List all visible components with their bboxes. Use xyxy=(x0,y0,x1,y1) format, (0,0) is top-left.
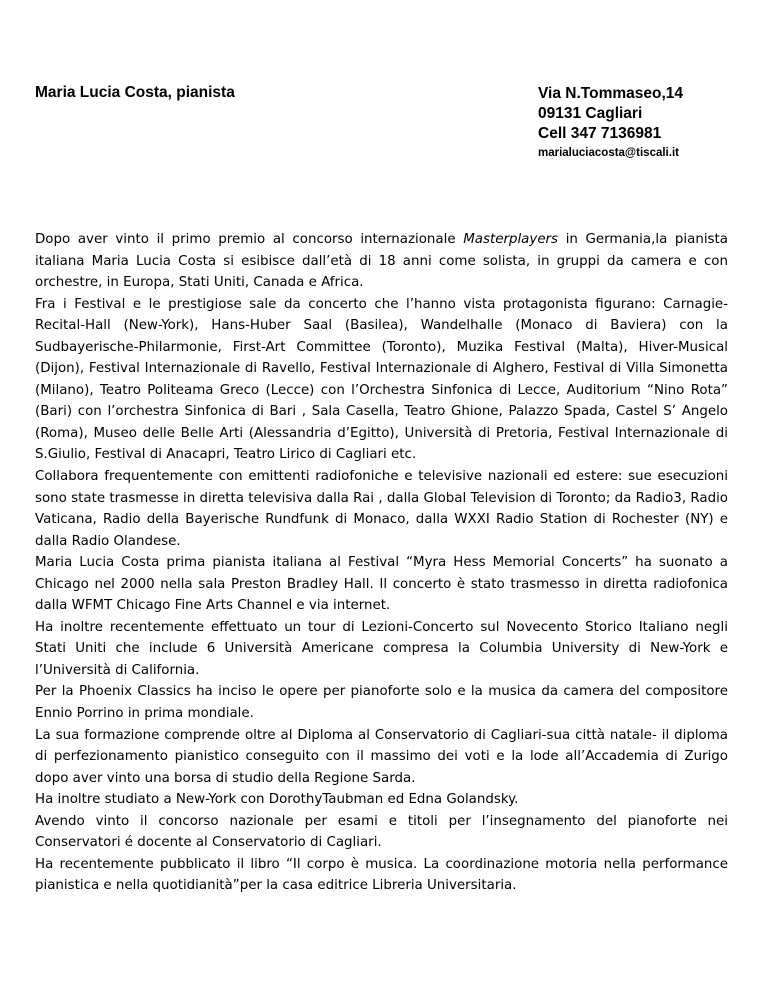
biography-text xyxy=(35,229,728,897)
author-name: Maria Lucia Costa, pianista xyxy=(35,84,235,101)
paragraph-chicago: Maria Lucia Costa prima pianista italiana al Festival “Myra Hess Memorial Concerts” ha suonato a Chicago nel 2000 nella sala Preston Bradley Hall. Il concerto è stato trasmesso in diretta radiofonica dalla WFMT Chicago Fine Arts Channel e via internet. xyxy=(35,555,728,614)
paragraph-teaching: Avendo vinto il concorso nazionale per esami e titoli per l’insegnamento del pianoforte nei Conservatori é docente al Conservatorio di Cagliari. xyxy=(35,813,728,851)
email-line: marialuciacosta@tiscali.it xyxy=(538,147,679,159)
intro-text-end: in Germania,la pianista italiana Maria Lucia Costa si esibisce dall’età di 18 anni come solista, in gruppi da camera e con orchestre, in Europa, Stati Uniti, Canada e Africa. xyxy=(35,232,728,291)
city-line: 09131 Cagliari xyxy=(538,105,643,122)
competition-name: Masterplayers xyxy=(463,232,559,247)
paragraph-broadcasts: Collabora frequentemente con emittenti radiofoniche e televisive nazionali ed estere: sue esecuzioni sono state trasmesse in diretta televisiva dalla Rai , dalla Global Television di Toronto; da Radio3, Radio Vaticana, Radio della Bayerische Rundfunk di Monaco, dalla WXXI Radio Station di Rochester (NY) e dalla Radio Olandese. xyxy=(35,469,728,549)
paragraph-tour: Ha inoltre recentemente effettuato un tour di Lezioni-Concerto sul Novecento Storico Italiano negli Stati Uniti che include 6 Università Americane compresa la Columbia University di New-York e l’Università di California. xyxy=(35,619,728,678)
paragraph-studies: Ha inoltre studiato a New-York con DorothyTaubman ed Edna Golandsky. xyxy=(35,792,519,808)
paragraph-intro xyxy=(35,229,728,294)
paragraph-education: La sua formazione comprende oltre al Diploma al Conservatorio di Cagliari-sua città natale- il diploma di perfezionamento pianistico conseguito con il massimo dei voti e la lode all’Accademia di Zurigo dopo aver vinto una borsa di studio della Regione Sarda. xyxy=(35,727,728,786)
intro-text-start: Dopo aver vinto il primo premio al concorso internazionale xyxy=(35,232,464,247)
paragraph-book: Ha recentemente pubblicato il libro “Il corpo è musica. La coordinazione motoria nella performance pianistica e nella quotidianità”per la casa editrice Libreria Universitaria. xyxy=(35,856,728,894)
phone-line: Cell 347 7136981 xyxy=(538,125,662,142)
paragraph-venues: Fra i Festival e le prestigiose sale da concerto che l’hanno vista protagonista figurano: Carnagie-Recital-Hall (New-York), Hans-Huber Saal (Basilea), Wandelhalle (Monaco di Baviera) con la Sudbayerische-Philarmonie, First-Art Committee (Toronto), Muzika Festival (Malta), Hiver-Musical (Dijon), Festival Internazionale di Ravello, Festival Internazionale di Alghero, Festival di Villa Simonetta (Milano), Teatro Politeama Greco (Lecce) con l’Orchestra Sinfonica di Lecce, Auditorium “Nino Rota” (Bari) con l’orchestra Sinfonica di Bari , Sala Casella, Teatro Ghione, Palazzo Spada, Castel S’ Angelo (Roma), Museo delle Belle Arti (Alessandria d’Egitto), Università di Pretoria, Festival Internazionale di S.Giulio, Festival di Anacapri, Teatro Lirico di Cagliari etc. xyxy=(35,296,728,463)
paragraph-recordings: Per la Phoenix Classics ha inciso le opere per pianoforte solo e la musica da camera del compositore Ennio Porrino in prima mondiale. xyxy=(35,684,728,722)
contact-block xyxy=(538,84,683,161)
address-line: Via N.Tommaseo,14 xyxy=(538,85,684,102)
